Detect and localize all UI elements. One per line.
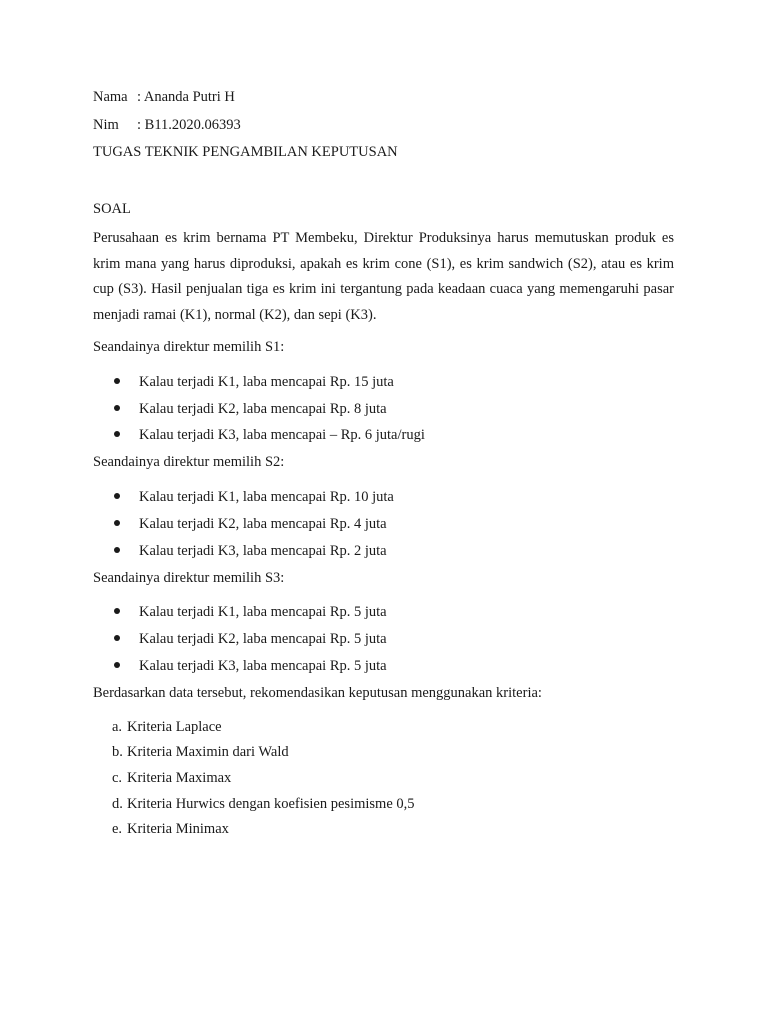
list-item-text: Kalau terjadi K2, laba mencapai Rp. 8 juta (139, 401, 387, 417)
list-item-text: Kalau terjadi K3, laba mencapai Rp. 5 juta (139, 658, 387, 674)
bullet-icon (114, 520, 120, 526)
nim-label: Nim (93, 117, 119, 133)
criteria-intro: Berdasarkan data tersebut, rekomendasikan keputusan menggunakan kriteria: (93, 685, 542, 701)
list-item (114, 603, 387, 621)
student-nim-line (93, 116, 241, 134)
list-item-text: Kalau terjadi K1, laba mencapai Rp. 10 juta (139, 489, 394, 505)
name-value: : Ananda Putri H (137, 89, 235, 105)
list-item-text: Kriteria Laplace (127, 719, 222, 735)
assignment-title: TUGAS TEKNIK PENGAMBILAN KEPUTUSAN (93, 144, 398, 160)
soal-paragraph: Perusahaan es krim bernama PT Membeku, Direktur Produksinya harus memutuskan produk es krim mana yang harus diproduksi, apakah es krim cone (S1), es krim sandwich (S2), atau es krim cup (S3). Hasil penjualan tiga es krim ini tergantung pada keadaan cuaca yang memengaruhi pasar menjadi ramai (K1), normal (K2), dan sepi (K3). (93, 230, 674, 323)
list-item (114, 630, 387, 648)
bullet-icon (114, 493, 120, 499)
list-item (112, 718, 222, 736)
list-letter: d. (112, 796, 123, 812)
list-item (112, 743, 289, 761)
list-item (114, 373, 394, 391)
list-letter: e. (112, 821, 123, 837)
list-letter: c. (112, 770, 123, 786)
bullet-icon (114, 662, 120, 668)
list-item-text: Kalau terjadi K1, laba mencapai Rp. 5 juta (139, 604, 387, 620)
list-item (114, 488, 394, 506)
list-item (114, 542, 387, 560)
scenario-intro: Seandainya direktur memilih S3: (93, 570, 285, 586)
list-item-text: Kalau terjadi K3, laba mencapai – Rp. 6 juta/rugi (139, 427, 425, 443)
list-item-text: Kriteria Maximin dari Wald (127, 744, 289, 760)
soal-heading: SOAL (93, 201, 131, 217)
list-item (112, 769, 231, 787)
list-item (114, 515, 387, 533)
bullet-icon (114, 547, 120, 553)
bullet-icon (114, 378, 120, 384)
list-letter: b. (112, 744, 123, 760)
list-item (112, 795, 415, 813)
list-item-text: Kalau terjadi K2, laba mencapai Rp. 4 juta (139, 516, 387, 532)
bullet-icon (114, 405, 120, 411)
list-item-text: Kriteria Hurwics dengan koefisien pesimisme 0,5 (127, 796, 415, 812)
list-item-text: Kriteria Maximax (127, 770, 232, 786)
list-item-text: Kriteria Minimax (127, 821, 229, 837)
list-item (112, 820, 229, 838)
list-item (114, 426, 425, 444)
bullet-icon (114, 635, 120, 641)
scenario-intro: Seandainya direktur memilih S2: (93, 454, 285, 470)
bullet-icon (114, 608, 120, 614)
list-item (114, 400, 387, 418)
list-item (114, 657, 387, 675)
student-name-line (93, 88, 235, 106)
list-item-text: Kalau terjadi K1, laba mencapai Rp. 15 juta (139, 374, 394, 390)
name-label: Nama (93, 89, 128, 105)
list-item-text: Kalau terjadi K3, laba mencapai Rp. 2 juta (139, 543, 387, 559)
nim-value: : B11.2020.06393 (137, 117, 241, 133)
scenario-intro: Seandainya direktur memilih S1: (93, 339, 285, 355)
list-letter: a. (112, 719, 123, 735)
list-item-text: Kalau terjadi K2, laba mencapai Rp. 5 juta (139, 631, 387, 647)
bullet-icon (114, 431, 120, 437)
